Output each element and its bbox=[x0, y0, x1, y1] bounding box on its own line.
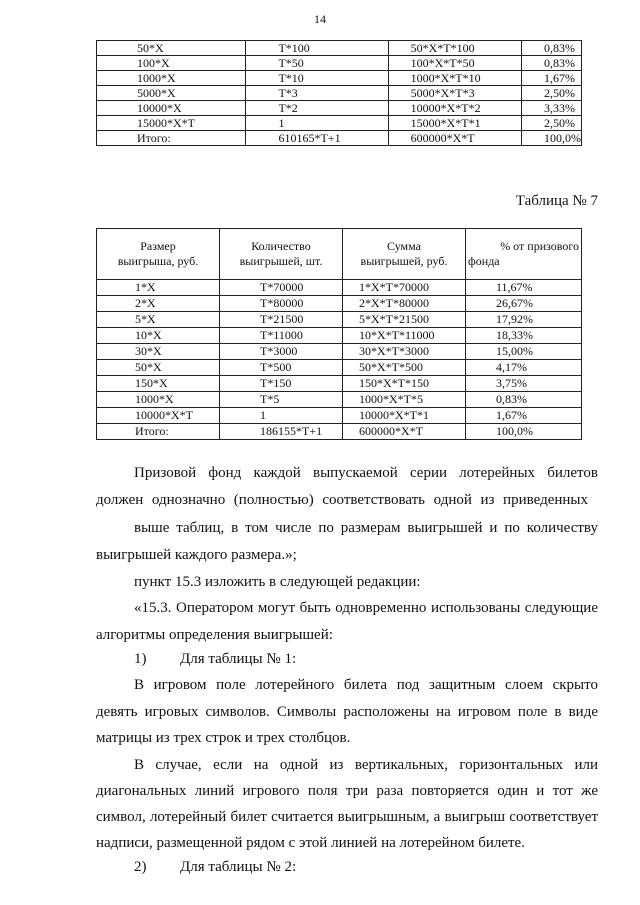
table-row bbox=[97, 101, 582, 116]
table-cell: 15000*Х*Т*1 bbox=[388, 116, 521, 131]
list-item-1 bbox=[96, 650, 636, 668]
table-cell: 2*Х bbox=[97, 296, 220, 312]
paragraph-3-line-2: алгоритмы определения выигрышей: bbox=[96, 627, 333, 643]
table-cell: 5000*Х bbox=[97, 86, 246, 101]
table-row bbox=[97, 41, 582, 56]
list-item-2-number: 2) bbox=[134, 859, 147, 875]
table-row bbox=[97, 71, 582, 86]
table-row bbox=[97, 376, 582, 392]
table-cell: 100*Х bbox=[97, 56, 246, 71]
table-cell: 150*Х bbox=[97, 376, 220, 392]
list-item-1-text: Для таблицы № 1: bbox=[180, 651, 297, 667]
table-cell: 1,67% bbox=[466, 408, 582, 424]
table-cell: 10*Х bbox=[97, 328, 220, 344]
table-cell: Т*500 bbox=[220, 360, 343, 376]
table-cell: 100,0% bbox=[522, 131, 582, 146]
table-row bbox=[97, 344, 582, 360]
page-number: 14 bbox=[314, 12, 326, 26]
table-cell: 10000*Х*Т*2 bbox=[388, 101, 521, 116]
paragraph-5-line-1: В случае, если на одной из вертикальных, горизонтальных или bbox=[134, 757, 598, 773]
table-cell: 5000*Х*Т*3 bbox=[388, 86, 521, 101]
table-cell: Т*80000 bbox=[220, 296, 343, 312]
table-cell: 1 bbox=[246, 116, 388, 131]
header-prize-size: Размер выигрыша, руб. bbox=[97, 229, 220, 280]
table-row bbox=[97, 280, 582, 296]
header-win-sum: Сумма выигрышей, руб. bbox=[343, 229, 466, 280]
table-cell: 5*Х*Т*21500 bbox=[343, 312, 466, 328]
table-cell: Т*10 bbox=[246, 71, 388, 86]
table-cell: 17,92% bbox=[466, 312, 582, 328]
paragraph-5-line-2: диагональных линий игрового поля три раза повторяется один и тот же bbox=[96, 783, 598, 799]
paragraph-4-line-2: девять игровых символов. Символы расположены на игровом поле в виде bbox=[96, 704, 598, 720]
paragraph-1-line-3: выше таблиц, в том числе по размерам выигрышей и по количеству bbox=[134, 520, 598, 536]
list-item-2-text: Для таблицы № 2: bbox=[180, 859, 297, 875]
table-cell: 2*Х*Т*80000 bbox=[343, 296, 466, 312]
list-item-2 bbox=[96, 858, 636, 876]
table-cell: 30*Х bbox=[97, 344, 220, 360]
paragraph-1-line-2: должен однозначно (полностью) соответствовать одной из приведенных bbox=[96, 492, 588, 508]
table-cell: 1000*Х bbox=[97, 71, 246, 86]
table-row bbox=[97, 312, 582, 328]
table-cell: 10000*Х bbox=[97, 101, 246, 116]
table-row bbox=[97, 131, 582, 146]
paragraph-2: пункт 15.3 изложить в следующей редакции: bbox=[134, 574, 421, 590]
table-cell: 50*Х*Т*500 bbox=[343, 360, 466, 376]
table-cell: 600000*Х*Т bbox=[343, 424, 466, 440]
table-row bbox=[97, 408, 582, 424]
paragraph-5-line-3: символ, лотерейный билет считается выигрышным, а выигрыш соответствует bbox=[96, 809, 598, 825]
header-win-count: Количество выигрышей, шт. bbox=[220, 229, 343, 280]
table-cell: 1 bbox=[220, 408, 343, 424]
paragraph-3-line-1: «15.3. Оператором могут быть одновременно использованы следующие bbox=[134, 600, 598, 616]
table-cell: 1,67% bbox=[522, 71, 582, 86]
table-cell: 10*Х*Т*11000 bbox=[343, 328, 466, 344]
table-cell: 50*Х*Т*100 bbox=[388, 41, 521, 56]
table-cell: 10000*Х*Т bbox=[97, 408, 220, 424]
table-cell: 50*Х bbox=[97, 41, 246, 56]
table-cell: 1000*Х*Т*10 bbox=[388, 71, 521, 86]
table-cell: 50*Х bbox=[97, 360, 220, 376]
paragraph-1-line-4: выигрышей каждого размера.»; bbox=[96, 547, 297, 563]
table-row bbox=[97, 360, 582, 376]
table-cell: 11,67% bbox=[466, 280, 582, 296]
table-cell: 3,75% bbox=[466, 376, 582, 392]
table-row bbox=[97, 56, 582, 71]
table-cell: 2,50% bbox=[522, 86, 582, 101]
table-cell: Т*11000 bbox=[220, 328, 343, 344]
table-cell: Т*2 bbox=[246, 101, 388, 116]
table-row bbox=[97, 392, 582, 408]
table-cell: 1000*Х bbox=[97, 392, 220, 408]
table-cell: Т*50 bbox=[246, 56, 388, 71]
table-cell: Т*100 bbox=[246, 41, 388, 56]
table-cell: 186155*Т+1 bbox=[220, 424, 343, 440]
table-header-row bbox=[97, 229, 582, 280]
table-cell: 600000*Х*Т bbox=[388, 131, 521, 146]
paragraph-4-line-1: В игровом поле лотерейного билета под защитным слоем скрыто bbox=[134, 677, 598, 693]
table-cell: 0,83% bbox=[466, 392, 582, 408]
table-cell: 2,50% bbox=[522, 116, 582, 131]
table-cell: 3,33% bbox=[522, 101, 582, 116]
table-cell: 4,17% bbox=[466, 360, 582, 376]
table-cell: 0,83% bbox=[522, 56, 582, 71]
table-cell: Т*5 bbox=[220, 392, 343, 408]
table-row bbox=[97, 328, 582, 344]
table-cell: 150*Х*Т*150 bbox=[343, 376, 466, 392]
table-cell: Итого: bbox=[97, 424, 220, 440]
table-cell: 1*Х*Т*70000 bbox=[343, 280, 466, 296]
paragraph-5-line-4: надписи, размещенной рядом с этой линией на лотерейном билете. bbox=[96, 835, 525, 851]
prize-table-7 bbox=[96, 228, 582, 440]
table-cell: 0,83% bbox=[522, 41, 582, 56]
paragraph-4-line-3: матрицы из трех строк и трех столбцов. bbox=[96, 730, 351, 746]
table-cell: 26,67% bbox=[466, 296, 582, 312]
table-cell: Т*3 bbox=[246, 86, 388, 101]
table-cell: 30*Х*Т*3000 bbox=[343, 344, 466, 360]
table-cell: Итого: bbox=[97, 131, 246, 146]
prize-table-6 bbox=[96, 40, 582, 146]
header-fund-percent: % от призового фонда bbox=[466, 229, 582, 280]
table-cell: 1*Х bbox=[97, 280, 220, 296]
list-item-1-number: 1) bbox=[134, 651, 147, 667]
table-cell: 10000*Х*Т*1 bbox=[343, 408, 466, 424]
table-row bbox=[97, 116, 582, 131]
table-cell: 5*Х bbox=[97, 312, 220, 328]
table-cell: 610165*Т+1 bbox=[246, 131, 388, 146]
paragraph-1-line-1: Призовой фонд каждой выпускаемой серии лотерейных билетов bbox=[134, 465, 598, 481]
table-7-caption: Таблица № 7 bbox=[515, 193, 598, 209]
table-cell: 15000*Х*Т bbox=[97, 116, 246, 131]
table-cell: Т*21500 bbox=[220, 312, 343, 328]
table-cell: Т*70000 bbox=[220, 280, 343, 296]
table-cell: 1000*Х*Т*5 bbox=[343, 392, 466, 408]
table-cell: 15,00% bbox=[466, 344, 582, 360]
table-cell: 100*Х*Т*50 bbox=[388, 56, 521, 71]
table-cell: Т*3000 bbox=[220, 344, 343, 360]
table-row bbox=[97, 86, 582, 101]
table-cell: 100,0% bbox=[466, 424, 582, 440]
table-row bbox=[97, 296, 582, 312]
table-cell: 18,33% bbox=[466, 328, 582, 344]
table-cell: Т*150 bbox=[220, 376, 343, 392]
table-row bbox=[97, 424, 582, 440]
